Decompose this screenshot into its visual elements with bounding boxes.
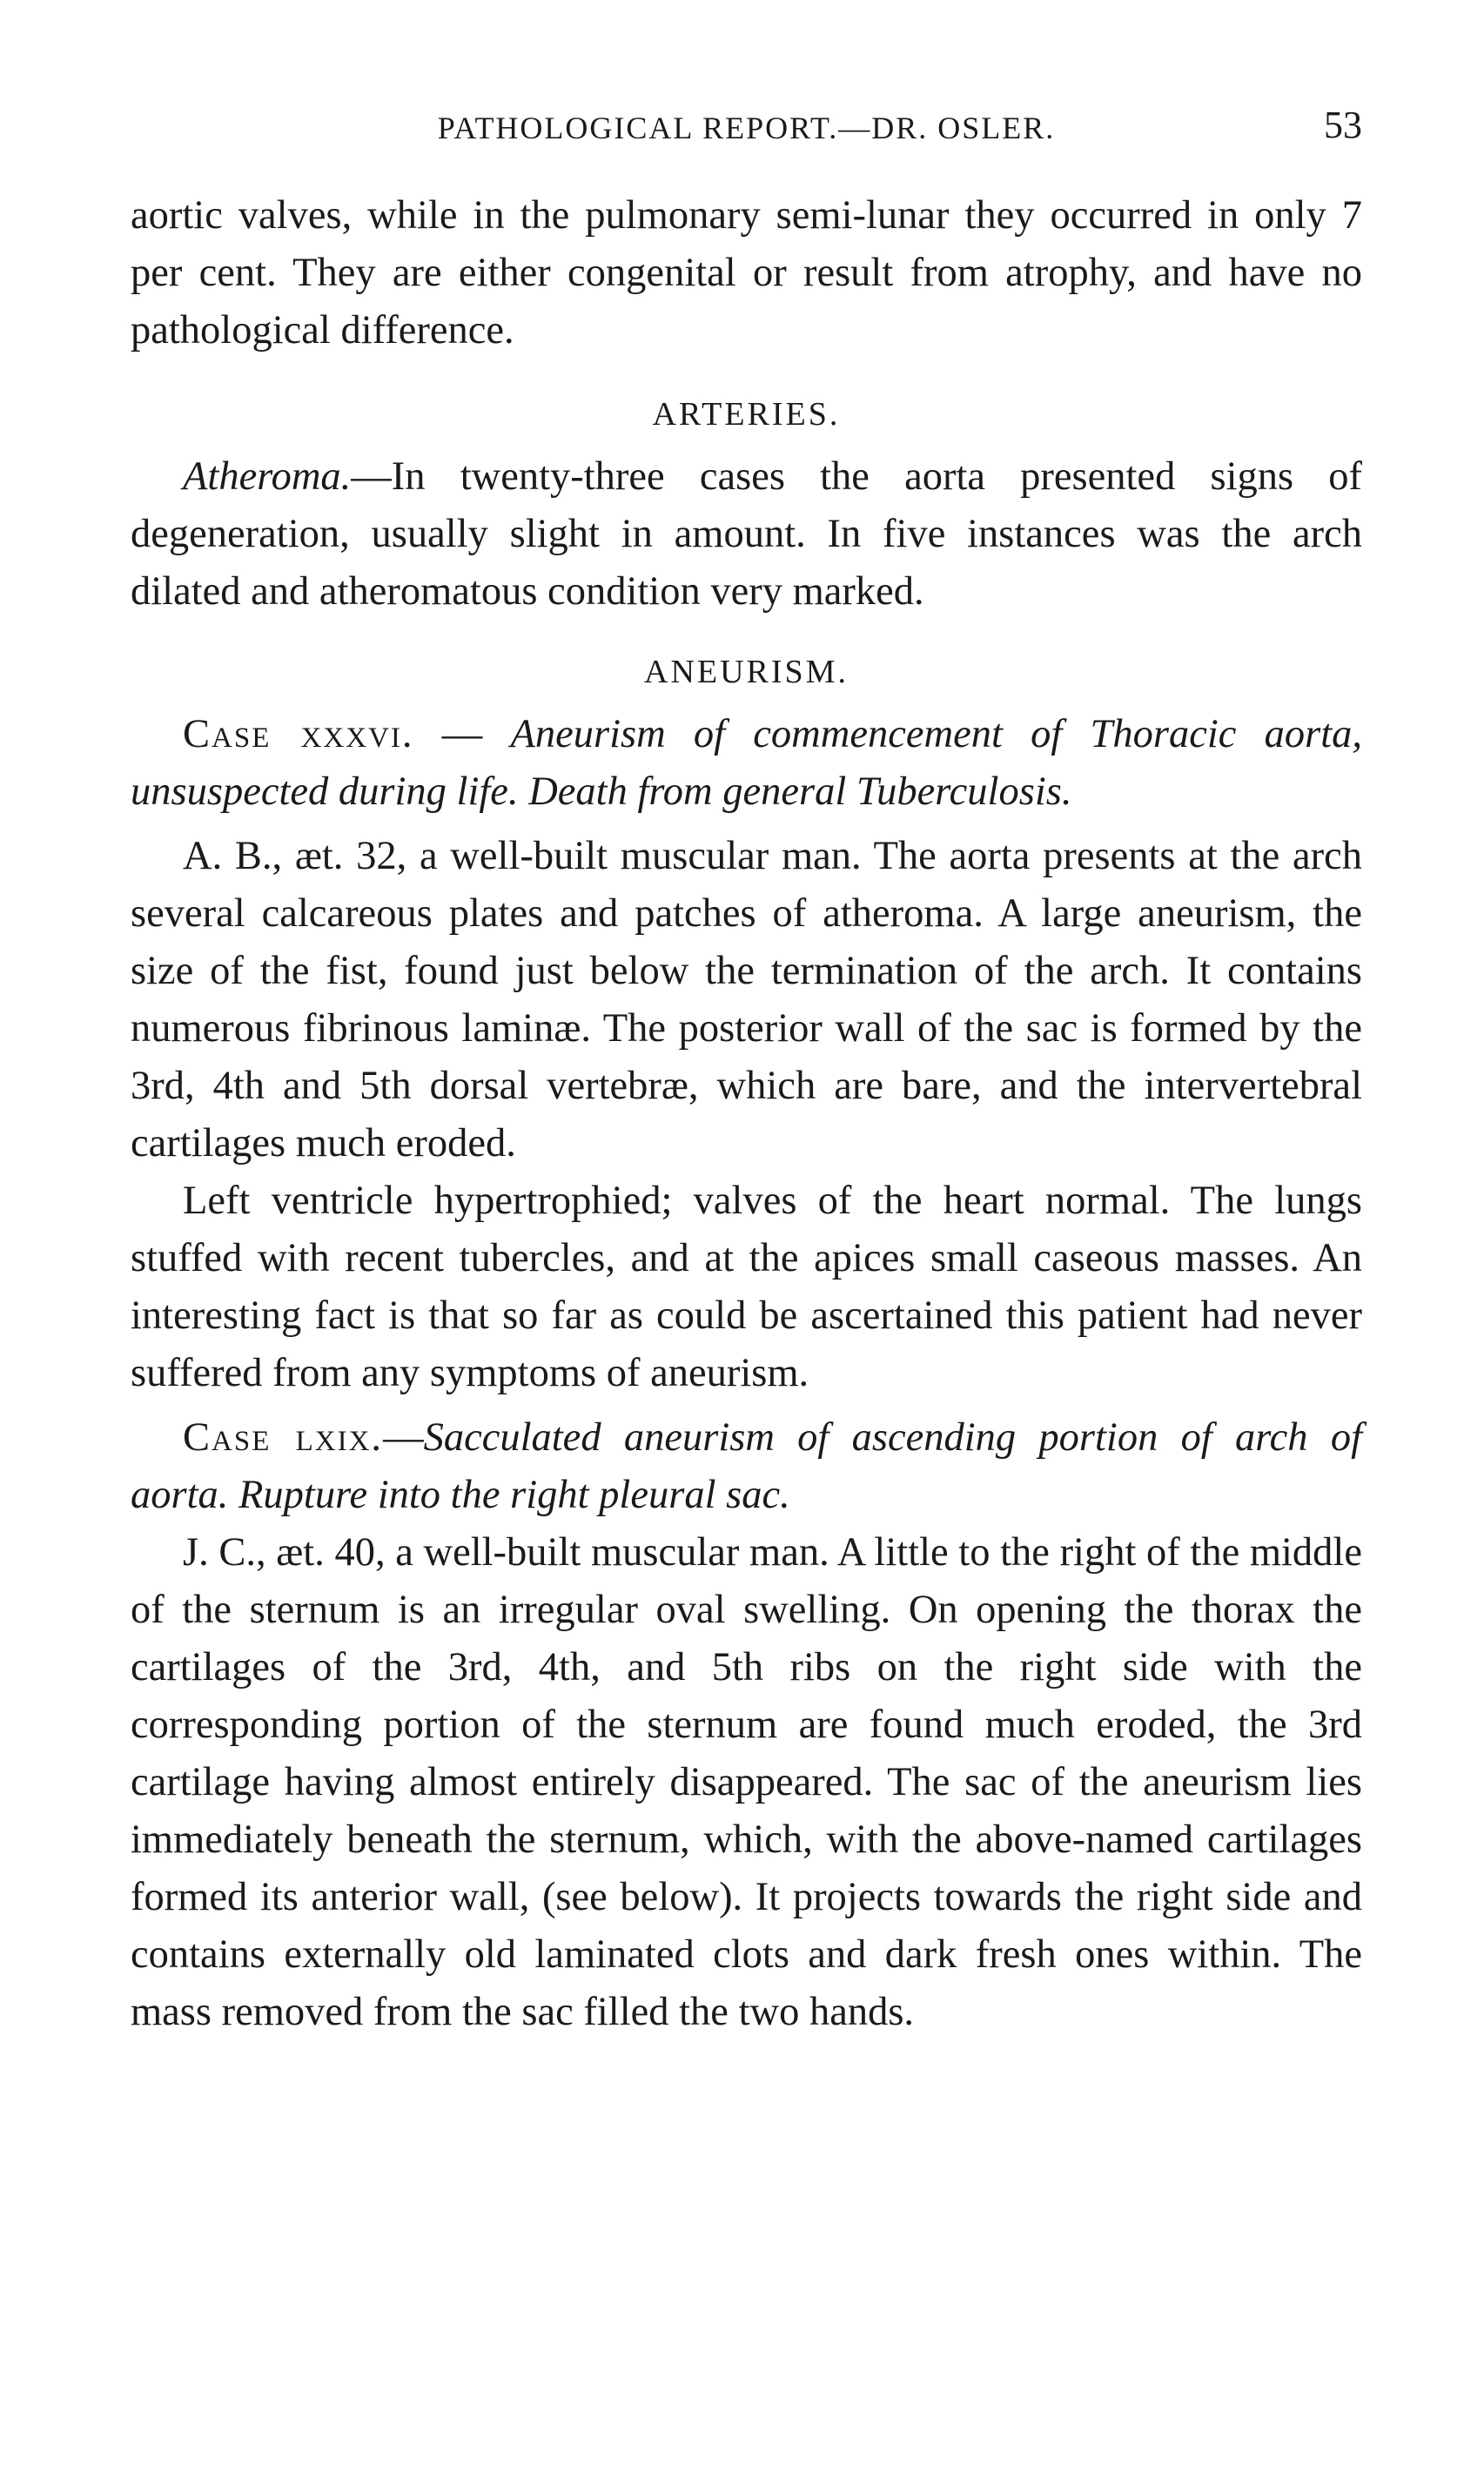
case-69-paragraph-1: J. C., æt. 40, a well-built muscular man. A little to the right of the middle of the sternum is an irregular oval swelling. On opening the thorax the cartilages of the 3rd, 4th, and 5th ribs on the right side with the corresponding portion of the sternum are found much eroded, the 3rd cartilage having almost entirely disappeared. The sac of the aneurism lies immediately beneath the sternum, which, with the above-named cartilages formed its anterior wall, (see below). It projects towards the right side and contains externally old laminated clots and dark fresh ones within. The mass removed from the sac filled the two hands. [131, 1530, 1362, 2034]
page-number: 53 [1324, 104, 1362, 146]
case-69-heading [131, 1409, 1362, 1524]
case-36-paragraph-2: Left ventricle hypertrophied; valves of the heart normal. The lungs stuffed with recent tubercles, and at the apices small caseous masses. An interesting fact is that so far as could be ascertained this patient had never suffered from any symptoms of aneurism. [131, 1179, 1362, 1395]
case-69-title: Sacculated aneurism of ascending portion of arch of aorta. Rupture into the right pleural sac. [131, 1415, 1362, 1517]
heading-aneurism: ANEURISM. [644, 654, 849, 690]
atheroma-label: Atheroma. [183, 454, 352, 499]
running-head: PATHOLOGICAL REPORT.—DR. OSLER. [437, 111, 1056, 145]
case-36-label: Case xxxvi. [183, 712, 414, 756]
paragraph-valves: aortic valves, while in the pulmonary semi-lunar they occurred in only 7 per cent. They are either congenital or result from atrophy, and have no pathological difference. [131, 193, 1362, 353]
heading-arteries: ARTERIES. [652, 396, 841, 433]
case-36-title: Aneurism of commencement of Thoracic aorta, unsuspected during life. Death from general Tuberculosis. [131, 712, 1362, 814]
case-36-heading [131, 706, 1362, 821]
body-text [131, 187, 1362, 2041]
atheroma-text: —In twenty-three cases the aorta presented signs of degeneration, usually slight in amount. In five instances was the arch dilated and atheromatous condition very marked. [131, 454, 1362, 614]
case-69-label: Case lxix. [183, 1415, 384, 1460]
page-header [131, 103, 1362, 155]
paragraph-atheroma [131, 448, 1362, 621]
case-69-dash: — [383, 1415, 424, 1460]
case-36-paragraph-1: A. B., æt. 32, a well-built muscular man. The aorta presents at the arch several calcareous plates and patches of atheroma. A large aneurism, the size of the fist, found just below the termination of the arch. It contains numerous fibrinous laminæ. The posterior wall of the sac is formed by the 3rd, 4th and 5th dorsal vertebræ, which are bare, and the intervertebral cartilages much eroded. [131, 834, 1362, 1166]
case-36-dash: — [413, 712, 511, 756]
